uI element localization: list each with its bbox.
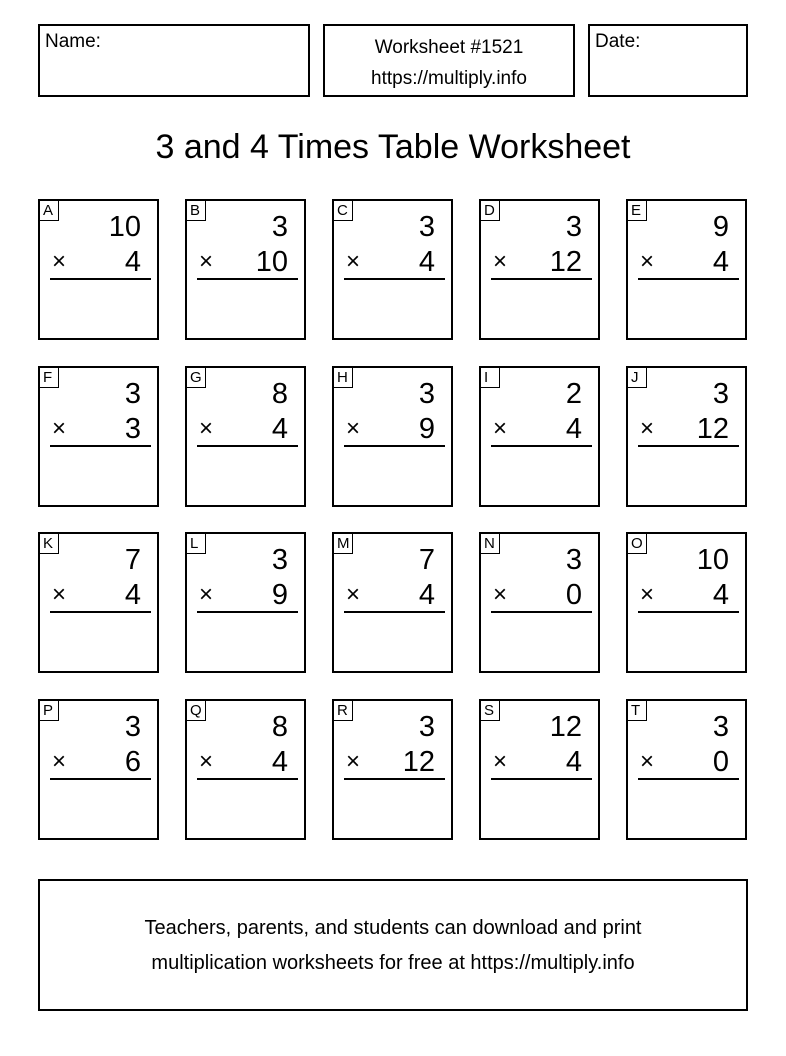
footer-line-2: multiplication worksheets for free at https://multiply.info bbox=[151, 952, 635, 974]
answer-line bbox=[491, 445, 592, 447]
problem-letter: Q bbox=[186, 700, 206, 721]
problem-box[interactable] bbox=[479, 532, 600, 673]
multiplier: 4 bbox=[271, 413, 288, 445]
multiply-sign: × bbox=[346, 581, 361, 608]
multiplier: 4 bbox=[418, 246, 435, 278]
multiplicand: 3 bbox=[565, 211, 582, 243]
multiply-sign: × bbox=[493, 415, 508, 442]
multiplier: 9 bbox=[271, 579, 288, 611]
problem-box[interactable] bbox=[185, 199, 306, 340]
multiply-sign: × bbox=[199, 415, 214, 442]
answer-line bbox=[638, 778, 739, 780]
date-label: Date: bbox=[595, 31, 641, 52]
multiply-sign: × bbox=[199, 581, 214, 608]
multiplier: 12 bbox=[549, 246, 582, 278]
problem-box[interactable] bbox=[332, 532, 453, 673]
multiply-sign: × bbox=[640, 248, 655, 275]
multiply-sign: × bbox=[52, 415, 67, 442]
multiply-sign: × bbox=[346, 748, 361, 775]
worksheet-info-box bbox=[323, 24, 575, 97]
problem-box[interactable] bbox=[185, 532, 306, 673]
multiplier: 3 bbox=[124, 413, 141, 445]
problem-letter: C bbox=[333, 200, 353, 221]
answer-line bbox=[344, 778, 445, 780]
problem-box[interactable] bbox=[38, 366, 159, 507]
multiplier: 6 bbox=[124, 746, 141, 778]
multiplicand: 3 bbox=[418, 211, 435, 243]
problem-letter: S bbox=[480, 700, 500, 721]
problem-box[interactable] bbox=[626, 699, 747, 840]
answer-line bbox=[491, 278, 592, 280]
multiplier: 0 bbox=[712, 746, 729, 778]
multiplier: 4 bbox=[712, 579, 729, 611]
footer-box bbox=[38, 879, 748, 1011]
problem-letter: T bbox=[627, 700, 647, 721]
problem-box[interactable] bbox=[38, 699, 159, 840]
answer-line bbox=[344, 445, 445, 447]
multiplicand: 8 bbox=[271, 711, 288, 743]
footer-line-1: Teachers, parents, and students can download and print bbox=[144, 917, 642, 939]
answer-line bbox=[50, 611, 151, 613]
problem-letter: G bbox=[186, 367, 206, 388]
multiplier: 4 bbox=[712, 246, 729, 278]
problem-letter: K bbox=[39, 533, 59, 554]
multiplicand: 2 bbox=[565, 378, 582, 410]
multiply-sign: × bbox=[493, 581, 508, 608]
multiplicand: 3 bbox=[124, 378, 141, 410]
multiplicand: 10 bbox=[696, 544, 729, 576]
multiplicand: 7 bbox=[418, 544, 435, 576]
multiplicand: 10 bbox=[108, 211, 141, 243]
multiplier: 4 bbox=[418, 579, 435, 611]
answer-line bbox=[638, 445, 739, 447]
multiplicand: 3 bbox=[712, 711, 729, 743]
multiply-sign: × bbox=[640, 415, 655, 442]
answer-line bbox=[197, 611, 298, 613]
problem-box[interactable] bbox=[626, 366, 747, 507]
problem-letter: H bbox=[333, 367, 353, 388]
problem-box[interactable] bbox=[38, 532, 159, 673]
problem-box[interactable] bbox=[479, 699, 600, 840]
multiply-sign: × bbox=[493, 248, 508, 275]
problem-letter: I bbox=[480, 367, 500, 388]
problem-letter: B bbox=[186, 200, 206, 221]
multiply-sign: × bbox=[346, 415, 361, 442]
answer-line bbox=[491, 778, 592, 780]
problem-box[interactable] bbox=[185, 699, 306, 840]
answer-line bbox=[197, 278, 298, 280]
answer-line bbox=[638, 278, 739, 280]
problem-letter: F bbox=[39, 367, 59, 388]
multiplicand: 3 bbox=[124, 711, 141, 743]
multiply-sign: × bbox=[640, 748, 655, 775]
answer-line bbox=[491, 611, 592, 613]
answer-line bbox=[344, 611, 445, 613]
multiplier: 4 bbox=[565, 746, 582, 778]
answer-line bbox=[50, 445, 151, 447]
multiplier: 4 bbox=[565, 413, 582, 445]
multiply-sign: × bbox=[199, 248, 214, 275]
problem-letter: D bbox=[480, 200, 500, 221]
problem-letter: N bbox=[480, 533, 500, 554]
multiplicand: 3 bbox=[271, 544, 288, 576]
problem-box[interactable] bbox=[332, 199, 453, 340]
multiplicand: 7 bbox=[124, 544, 141, 576]
answer-line bbox=[344, 278, 445, 280]
problem-box[interactable] bbox=[185, 366, 306, 507]
answer-line bbox=[197, 778, 298, 780]
problem-box[interactable] bbox=[332, 366, 453, 507]
problem-letter: R bbox=[333, 700, 353, 721]
problem-box[interactable] bbox=[479, 199, 600, 340]
problem-letter: M bbox=[333, 533, 353, 554]
problem-box[interactable] bbox=[626, 199, 747, 340]
problem-letter: O bbox=[627, 533, 647, 554]
multiply-sign: × bbox=[346, 248, 361, 275]
answer-line bbox=[50, 778, 151, 780]
name-box[interactable] bbox=[38, 24, 310, 97]
date-box[interactable] bbox=[588, 24, 748, 97]
multiplicand: 3 bbox=[565, 544, 582, 576]
multiplier: 4 bbox=[124, 246, 141, 278]
multiplier: 12 bbox=[696, 413, 729, 445]
worksheet-number: Worksheet #1521 bbox=[374, 37, 524, 58]
answer-line bbox=[197, 445, 298, 447]
problem-box[interactable] bbox=[479, 366, 600, 507]
multiplicand: 9 bbox=[712, 211, 729, 243]
multiplicand: 3 bbox=[418, 711, 435, 743]
multiplicand: 3 bbox=[271, 211, 288, 243]
multiplicand: 8 bbox=[271, 378, 288, 410]
multiply-sign: × bbox=[640, 581, 655, 608]
multiplier: 10 bbox=[255, 246, 288, 278]
multiplier: 4 bbox=[124, 579, 141, 611]
multiply-sign: × bbox=[52, 248, 67, 275]
problem-letter: L bbox=[186, 533, 206, 554]
multiplier: 9 bbox=[418, 413, 435, 445]
multiply-sign: × bbox=[493, 748, 508, 775]
problem-box[interactable] bbox=[332, 699, 453, 840]
multiplier: 4 bbox=[271, 746, 288, 778]
problem-box[interactable] bbox=[38, 199, 159, 340]
multiplier: 0 bbox=[565, 579, 582, 611]
answer-line bbox=[50, 278, 151, 280]
answer-line bbox=[638, 611, 739, 613]
problem-letter: P bbox=[39, 700, 59, 721]
problem-letter: E bbox=[627, 200, 647, 221]
multiply-sign: × bbox=[52, 581, 67, 608]
problem-letter: A bbox=[39, 200, 59, 221]
multiply-sign: × bbox=[52, 748, 67, 775]
problem-letter: J bbox=[627, 367, 647, 388]
multiply-sign: × bbox=[199, 748, 214, 775]
problem-box[interactable] bbox=[626, 532, 747, 673]
multiplicand: 3 bbox=[712, 378, 729, 410]
page-title: 3 and 4 Times Table Worksheet bbox=[155, 128, 631, 166]
name-label: Name: bbox=[45, 31, 101, 52]
multiplicand: 12 bbox=[549, 711, 582, 743]
multiplicand: 3 bbox=[418, 378, 435, 410]
multiplier: 12 bbox=[402, 746, 435, 778]
worksheet-url: https://multiply.info bbox=[371, 68, 527, 89]
